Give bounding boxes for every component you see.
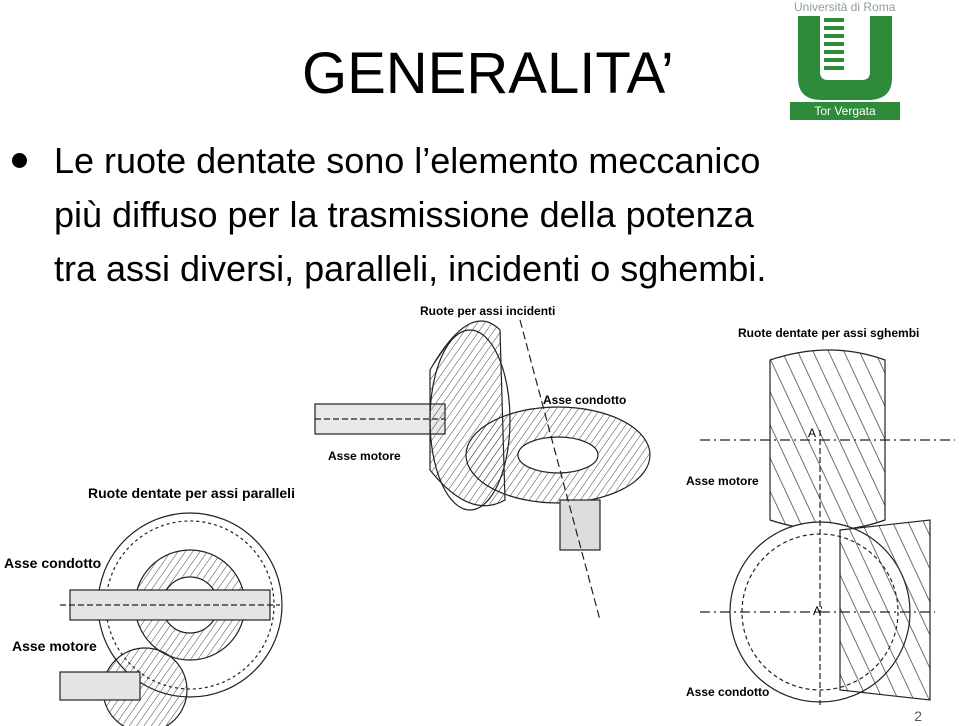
caption-incidenti: Ruote per assi incidenti <box>420 304 556 318</box>
page-number: 2 <box>914 708 922 724</box>
logo-bottom-text: Tor Vergata <box>790 102 900 120</box>
label-asse-condotto-sghembi: Asse condotto <box>686 685 770 699</box>
label-asse-condotto-incidenti: Asse condotto <box>543 393 627 407</box>
label-point-a-prime: A’ <box>813 604 823 618</box>
label-asse-motore-paralleli: Asse motore <box>12 638 97 654</box>
bevel-gears-drawing <box>315 320 650 620</box>
label-asse-motore-sghembi: Asse motore <box>686 474 759 488</box>
bullet-line-3: tra assi diversi, paralleli, incidenti o sghembi. <box>54 248 767 289</box>
caption-paralleli: Ruote dentate per assi paralleli <box>88 485 295 501</box>
spur-gears-drawing <box>60 513 282 726</box>
bullet-line-1: Le ruote dentate sono l’elemento meccanico <box>54 140 761 181</box>
label-point-a: A <box>808 426 817 440</box>
label-asse-motore-incidenti: Asse motore <box>328 449 401 463</box>
caption-sghembi: Ruote dentate per assi sghembi <box>738 326 920 340</box>
label-asse-condotto-paralleli: Asse condotto <box>4 555 102 571</box>
logo-top-text: Università di Roma <box>794 0 896 14</box>
slide-title: GENERALITA’ <box>302 41 674 106</box>
helical-gears-drawing <box>700 350 955 705</box>
bullet-line-2: più diffuso per la trasmissione della potenza <box>54 194 754 235</box>
